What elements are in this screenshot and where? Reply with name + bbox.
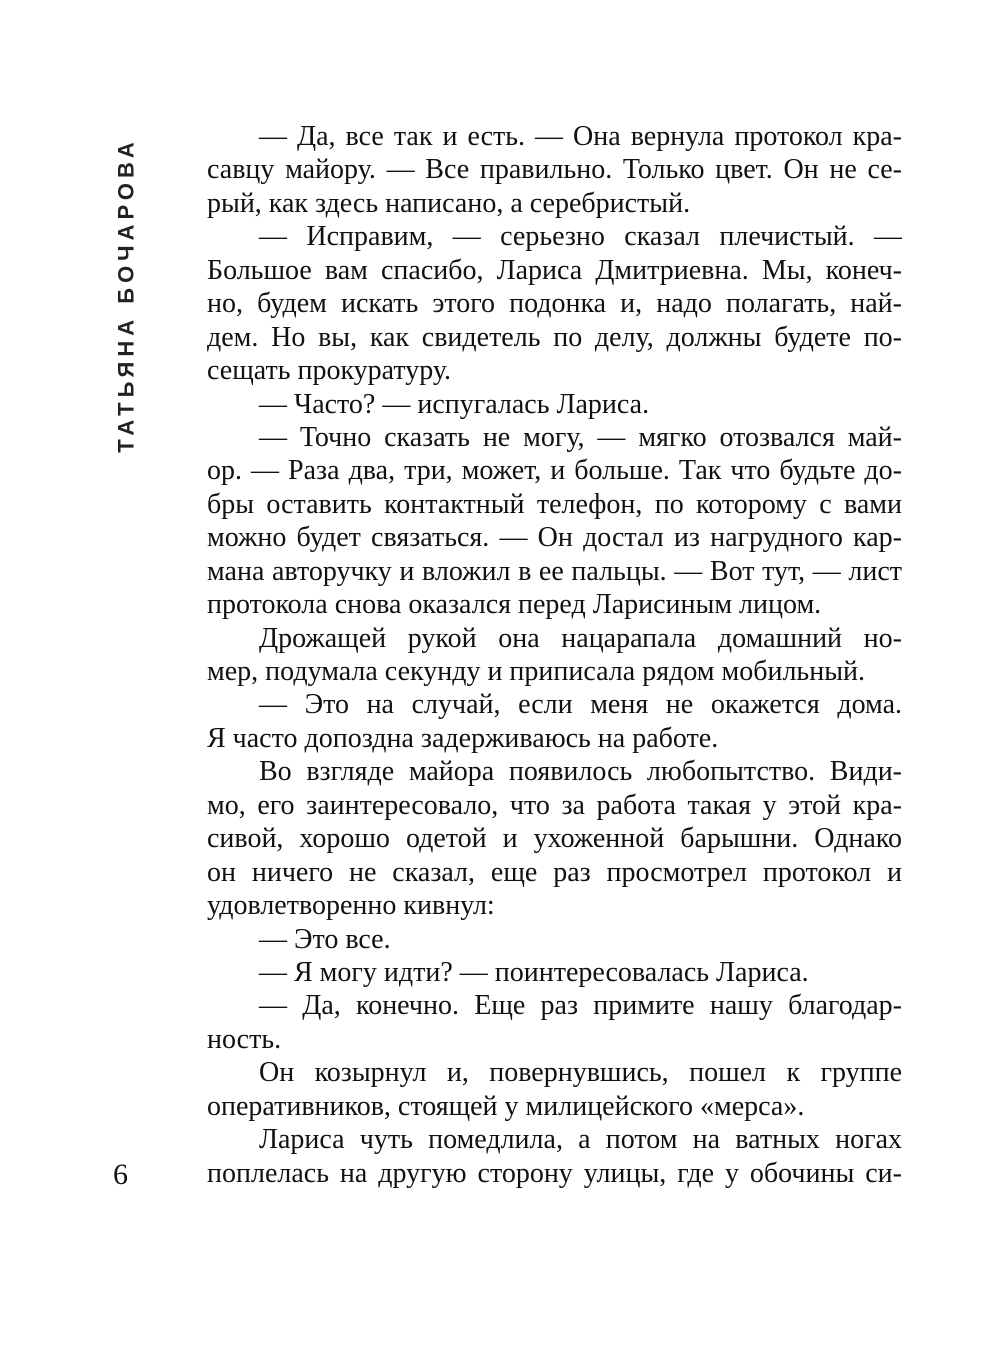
text-line: он ничего не сказал, еще раз просмотрел протокол и — [207, 856, 902, 888]
text-line: сещать прокуратуру. — [207, 355, 452, 387]
text-line: Большое вам спасибо, Лариса Дмитриевна. Мы, конеч- — [207, 254, 902, 286]
text-line: протокола снова оказался перед Ларисиным лицом. — [207, 589, 822, 621]
author-name: ТАТЬЯНА БОЧАРОВА — [114, 137, 139, 453]
text-line: бры оставить контактный телефон, по которому с вами — [207, 488, 902, 520]
page-number: 6 — [113, 1158, 128, 1191]
text-line: дем. Но вы, как свидетель по делу, должны будете по- — [207, 321, 902, 353]
text-line: мо, его заинтересовало, что за работа такая у этой кра- — [207, 789, 902, 821]
text-line: но, будем искать этого подонка и, надо полагать, най- — [207, 288, 902, 320]
text-line: ность. — [207, 1023, 282, 1055]
text-line: Во взгляде майора появилось любопытство. Види- — [259, 756, 902, 788]
text-line: удовлетворенно кивнул: — [207, 890, 495, 922]
text-line: рый, как здесь написано, а серебристый. — [207, 187, 691, 219]
text-line: мер, подумала секунду и приписала рядом мобильный. — [207, 656, 865, 687]
text-line: оперативников, стоящей у милицейского «мерса». — [207, 1090, 805, 1122]
running-head-author — [106, 130, 148, 460]
text-line: сивой, хорошо одетой и ухоженной барышни. Однако — [207, 823, 902, 855]
text-line: — Да, конечно. Еще раз примите нашу благодар- — [259, 990, 902, 1022]
text-line: мана авторучку и вложил в ее пальцы. — Вот тут, — лист — [207, 555, 902, 587]
text-line: — Это на случай, если меня не окажется дома. — [259, 689, 902, 721]
text-line: — Да, все так и есть. — Она вернула протокол кра- — [259, 121, 902, 152]
page-body-text — [207, 120, 902, 1190]
text-line: — Часто? — испугалась Лариса. — [259, 388, 650, 420]
text-line: Я часто допоздна задерживаюсь на работе. — [207, 722, 719, 754]
text-line: ор. — Раза два, три, может, и больше. Так что будьте до- — [207, 455, 902, 487]
text-line: — Точно сказать не могу, — мягко отозвался май- — [259, 421, 902, 453]
text-line: можно будет связаться. — Он достал из нагрудного кар- — [207, 522, 902, 554]
text-line: Он козырнул и, повернувшись, пошел к группе — [259, 1057, 902, 1089]
text-line: — Это все. — [259, 923, 391, 955]
text-line: савцу майору. — Все правильно. Только цвет. Он не се- — [207, 154, 902, 186]
text-line: — Я могу идти? — поинтересовалась Лариса. — [259, 956, 809, 988]
text-line: Дрожащей рукой она нацарапала домашний но- — [259, 622, 902, 654]
text-line: Лариса чуть помедлила, а потом на ватных ногах — [259, 1124, 902, 1156]
text-line: поплелась на другую сторону улицы, где у обочины си- — [207, 1157, 902, 1189]
text-line: — Исправим, — серьезно сказал плечистый. — — [259, 221, 902, 253]
